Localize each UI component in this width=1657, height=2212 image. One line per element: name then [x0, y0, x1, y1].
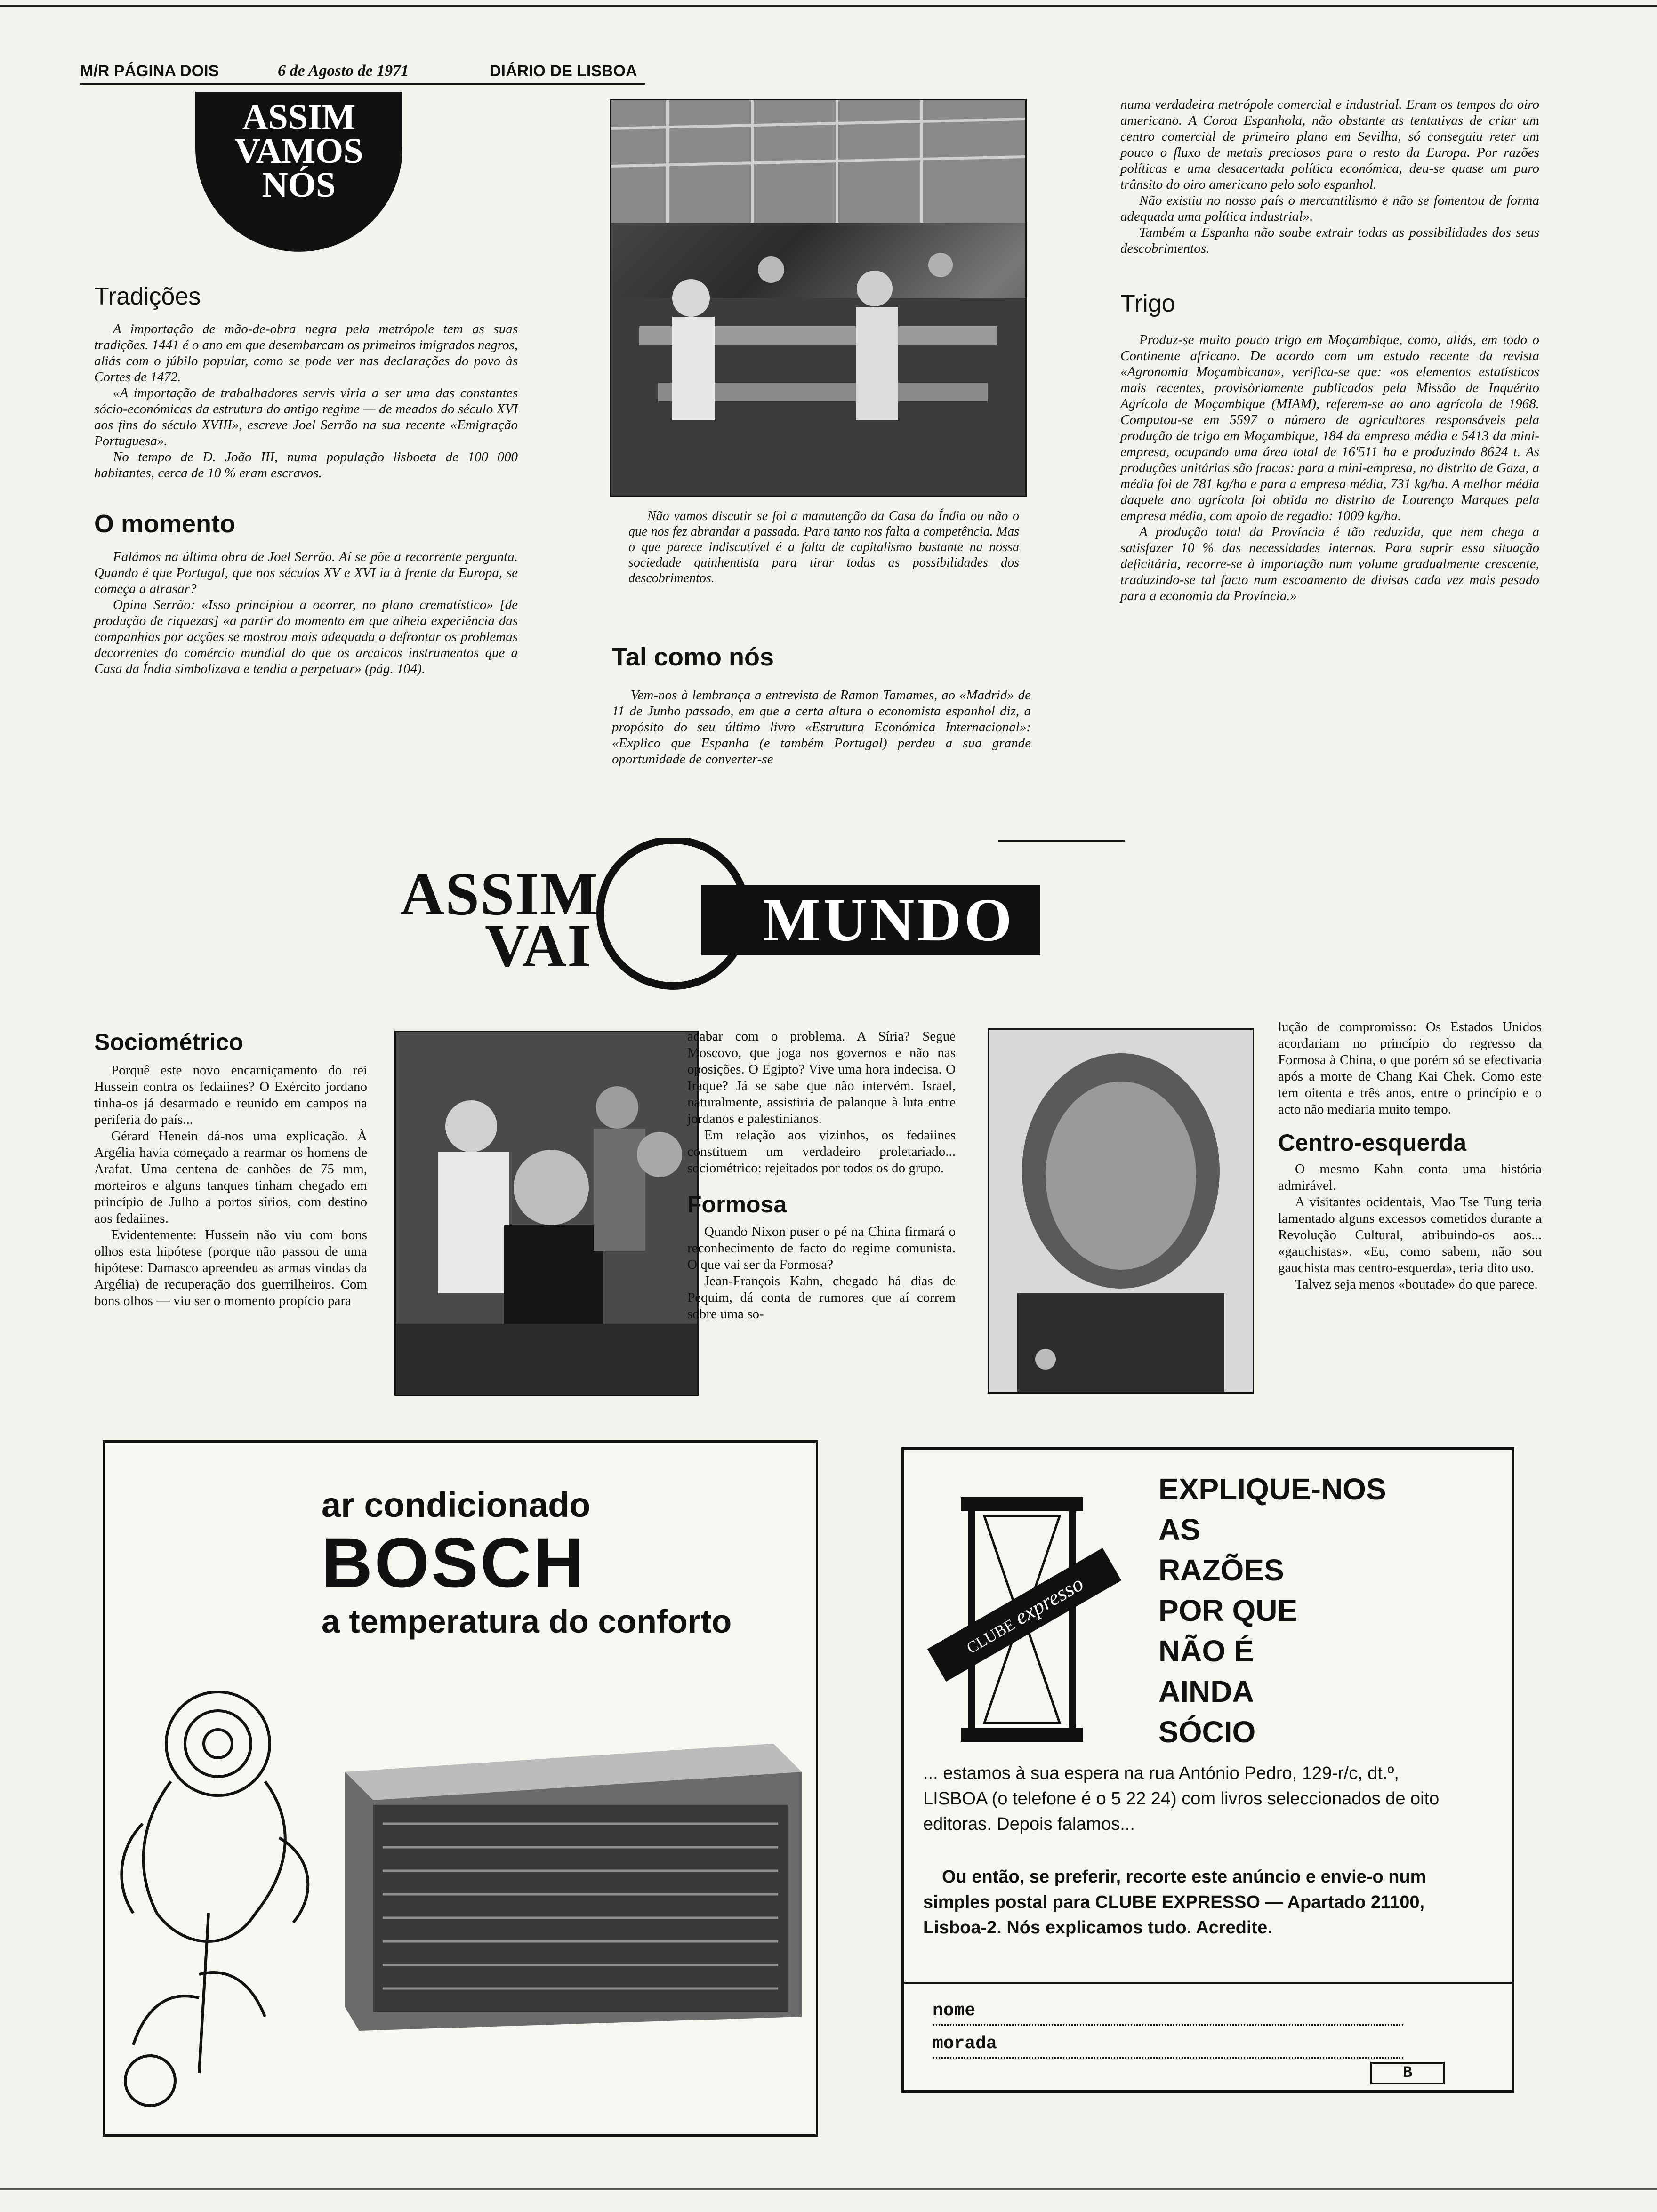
sociometrico-title: Sociométrico	[94, 1029, 243, 1055]
col3-p1: numa verdadeira metrópole comercial e industrial. Eram os tempos do oiro americano. A Coroa Espanhola, não obstante as tentativas de criar um centro comercial de primeiro plano em Sevilha, só conseguiu reter um pouco o fluxo de metais preciosos para o resto da Europa. Por razões políticas e uma desacertada política económica, deu-se quase um puro trânsito do oiro americano pelo solo espanhol.	[1120, 97, 1539, 192]
tradicoes-p3: No tempo de D. João III, numa população lisboeta de 100 000 habitantes, cerca de 10 % eram escravos.	[94, 449, 518, 481]
bosch-line3: a temperatura do conforto	[322, 1603, 732, 1640]
clube-logo-b: expresso	[1010, 1571, 1088, 1630]
factory-photo	[610, 99, 1027, 497]
sociometrico-p1: Porquê este novo encarniçamento do rei Hussein contra os fedaiines? O Exército jordano tinha-os já desarmado e reunido em campos na periferia do país...	[94, 1063, 367, 1127]
page-header	[80, 61, 645, 85]
morada-label: morada	[933, 2034, 997, 2054]
trigo-p2: A produção total da Província é tão reduzida, que nem chega a satisfazer 10 % das necessidades internas. Para suprir essa situação deficitária, recorre-se à importação num volume gradualmente crescente, traduzindo-se tal facto num escoamento de divisas cada vez mais pesado para a economia da Província.»	[1120, 524, 1539, 603]
banner-word-mundo: MUNDO	[763, 886, 1015, 954]
section-banner	[400, 838, 1130, 993]
top-rule	[0, 5, 1657, 7]
formosa-title: Formosa	[687, 1191, 787, 1218]
clube-headline-1: EXPLIQUE-NOS	[1158, 1472, 1386, 1506]
clube-divider	[904, 1982, 1512, 1984]
nome-label: nome	[933, 2001, 976, 2021]
momento-p1: Falámos na última obra de Joel Serrão. Aí se põe a recorrente pergunta. Quando é que Portugal, que nos séculos XV e XVI ia à frente da Europa, se começa a atrasar?	[94, 549, 518, 596]
bottom-rule	[0, 2188, 1657, 2190]
badge-line2: VAMOS	[234, 131, 363, 171]
clube-p2: Ou então, se preferir, recorte este anúncio e envie-o num simples postal para CLUBE EXPRESSO — Apartado 21100, Lisboa-2. Nós explicamos tudo. Acredite.	[923, 1867, 1426, 1938]
portrait-photo-art	[989, 1030, 1253, 1392]
morada-field[interactable]	[933, 2034, 1403, 2059]
soldiers-photo	[394, 1031, 699, 1396]
badge-line3: NÓS	[262, 165, 336, 205]
middle-p1: acabar com o problema. A Síria? Segue Moscovo, que joga nos governos e não nas oposições. O Egipto? Vive uma hora indecisa. O Iraque? Já se sabe que não intervém. Israel, naturalmente, assistiria de palanque à luta entre jordanos e palestinianos.	[687, 1029, 956, 1126]
formosa-p1: Quando Nixon puser o pé na China firmará o reconhecimento de facto do regime comunista. O que vai ser da Formosa?	[687, 1224, 956, 1272]
column-badge	[195, 92, 402, 252]
sociometrico-col	[94, 1028, 367, 1309]
middle-lower-col	[687, 1028, 956, 1322]
sociometrico-p2: Gérard Henein dá-nos uma explicação. À Argélia havia começado a rearmar os homens de Arafat. Uma centena de canhões de 75 mm, morteiros e alguns tanques tinham chegado em princípio de Julho a portos sírios, com destino aos fedaiines.	[94, 1129, 367, 1226]
clube-headline-7: SÓCIO	[1158, 1715, 1256, 1749]
col3-p2: Não existiu no nosso país o mercantilismo e não se fomentou de forma adequada uma política industrial».	[1120, 193, 1539, 224]
trigo-title: Trigo	[1120, 290, 1175, 317]
middle-p2: Em relação aos vizinhos, os fedaiines constituem um verdadeiro proletariado... sociométrico: rejeitados por todos os do grupo.	[687, 1128, 956, 1176]
right-lower-col	[1278, 1019, 1542, 1293]
centro-esquerda-p2: A visitantes ocidentais, Mao Tse Tung teria lamentado alguns excessos cometidos durante a Revolução Cultural, atribuindo-os aos... «gauchistas». «Eu, como sabem, não sou gauchista mas centro-esquerda», teria dito uso.	[1278, 1194, 1542, 1275]
trigo-p1: Produz-se muito pouco trigo em Moçambique, como, aliás, em todo o Continente africano. De acordo com um estudo recente da revista «Agronomia Moçambicana», verifica-se que: «os elementos estatísticos mais recentes, provisòriamente publicados pela Missão de Inquérito Agrícola de Moçambique (MIAM), referem-se ao ano agrícola de 1968. Computou-se em 5597 o número de agricultores responsáveis pela produção de trigo em Moçambique, 184 da empresa média e 5413 da mini-empresa, ocupando uma área total de 16'511 ha e produzindo 8624 t. As produções unitárias são fracas: para a mini-empresa, no distrito de Gaza, a média foi de 781 kg/ha e para a empresa média, 731 kg/ha. A melhor média daquele ano agrícola foi obtida no distrito de Lourenço Marques pela empresa média, com apoio de regadio: 1009 kg/ha.	[1120, 332, 1539, 523]
tradicoes-title: Tradições	[94, 283, 201, 310]
tal-como-nos-title: Tal como nós	[612, 643, 774, 671]
centro-esquerda-title: Centro-esquerda	[1278, 1130, 1467, 1156]
bosch-brand: BOSCH	[322, 1523, 586, 1602]
badge-line1: ASSIM	[242, 97, 356, 137]
tradicoes-p1: A importação de mão-de-obra negra pela metrópole tem as suas tradições. 1441 é o ano em que desembarcam os primeiros imigrados negros, aliás com o júbilo popular, como se pode ver nas declarações do povo às Cortes de 1472.	[94, 321, 518, 385]
tradicoes-p2: «A importação de trabalhadores servis viria a ser uma das constantes sócio-económicas da estrutura do antigo regime — de meados do século XVI aos fins do século XVIII», escreve Joel Serrão na sua recente «Emigração Portuguesa».	[94, 385, 518, 449]
banner-word-assim: ASSIM	[400, 860, 599, 928]
clube-headline-2: AS	[1158, 1513, 1200, 1547]
coupon-code: B	[1402, 2064, 1413, 2082]
clube-headline-4: POR QUE	[1158, 1594, 1298, 1627]
factory-photo-art	[611, 100, 1025, 496]
header-paper: DIÁRIO DE LISBOA	[490, 62, 637, 80]
clube-headline-3: RAZÕES	[1158, 1553, 1284, 1587]
air-conditioner-image	[331, 1734, 806, 2036]
coupon-code-box	[1370, 2062, 1445, 2084]
right-lower-p1: lução de compromisso: Os Estados Unidos acordariam no princípio do regresso da Formosa à China, o que porém só se efectivaria após a morte de Chang Kai Chek. Como este tem oitenta e três anos, entre o princípio e o acto não mediaria muito tempo.	[1278, 1019, 1542, 1117]
banner-word-vai: VAI	[485, 912, 592, 980]
tal-como-nos-p1: Vem-nos à lembrança a entrevista de Ramon Tamames, ao «Madrid» de 11 de Junho passado, em que a certa altura o economista espanhol diz, a propósito do seu último livro «Estrutura Económica Internacional»: «Explico que Espanha (e também Portugal) perdeu a sua grande oportunidade de converter-se	[612, 688, 1031, 767]
photo1-caption: Não vamos discutir se foi a manutenção da Casa da Índia ou não o que nos fez abrandar a passada. Para tanto nos falta a competência. Mas o que parece indiscutível é a falta de capitalismo bastante na nossa sociedade quinhentista para tirar todas as possibilidades dos descobrimentos.	[628, 509, 1019, 585]
clube-headline	[1158, 1469, 1386, 1752]
clube-headline-5: NÃO É	[1158, 1634, 1254, 1668]
column-3	[1120, 96, 1539, 604]
portrait-photo	[988, 1028, 1254, 1394]
column-1	[94, 282, 518, 677]
formosa-p2: Jean-François Kahn, chegado há dias de Pequim, dá conta de rumores que aí correm sobre uma so-	[687, 1274, 956, 1322]
bosch-ad	[103, 1440, 818, 2137]
header-date: 6 de Agosto de 1971	[278, 62, 409, 80]
clube-headline-6: AINDA	[1158, 1675, 1254, 1708]
centro-esquerda-p3: Talvez seja menos «boutade» do que parece.	[1295, 1277, 1538, 1292]
momento-title: O momento	[94, 510, 236, 538]
clube-expresso-ad	[901, 1447, 1514, 2093]
bosch-logo-icon	[124, 2054, 177, 2107]
bosch-line1: ar condicionado	[322, 1485, 591, 1524]
clube-logo-a: CLUBE	[964, 1616, 1018, 1658]
col3-p3: Também a Espanha não soube extrair todas as possibilidades dos seus descobrimentos.	[1120, 225, 1539, 256]
clube-p1: ... estamos à sua espera na rua António Pedro, 129-r/c, dt.º, LISBOA (o telefone é o 5 22 24) com livros seleccionados de oito editoras. Depois falamos...	[923, 1763, 1440, 1834]
momento-p2: Opina Serrão: «Isso principiou a ocorrer, no plano crematístico» [de produção de riquezas] «a partir do momento em que alheia experiência das companhias por acções se mostrou mais adequada a defrontar os problemas decorrentes do comércio mundial do que os arcaicos instrumentos que a Casa da Índia simbolizava e tendia a perpetuar» (pág. 104).	[94, 597, 518, 676]
nome-field[interactable]	[933, 2001, 1403, 2026]
header-section: M/R PÁGINA DOIS	[80, 62, 219, 80]
soldiers-photo-art	[396, 1032, 697, 1395]
centro-esquerda-p1: O mesmo Kahn conta uma história admirável.	[1278, 1162, 1542, 1193]
sociometrico-p3: Evidentemente: Hussein não viu com bons olhos esta hipótese (porque não passou de uma hipótese: Damasco apreendeu as armas vindas da Argélia) de recuperação dos guerrilheiros. Com bons olhos — viu ser o momento propício para	[94, 1227, 367, 1308]
